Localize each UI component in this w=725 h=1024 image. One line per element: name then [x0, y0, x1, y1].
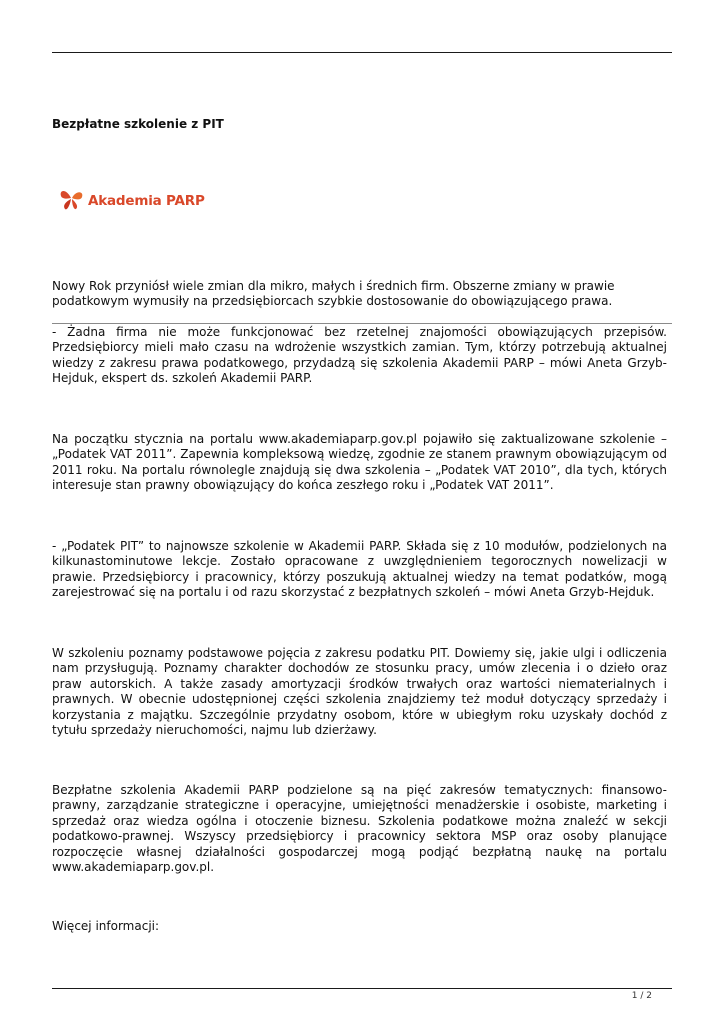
header-rule [52, 52, 672, 53]
logo-wordmark: Akademia PARP [88, 193, 205, 209]
body-paragraph-vat: Na początku stycznia na portalu www.akademiaparp.gov.pl pojawiło się zaktualizowane szkolenie – „Podatek VAT 2011”. Zapewnia kompleksową wiedzę, zgodnie ze stanem prawnym obowiązującym od 2011 roku. Na portalu równolegle znajdują się dwa szkolenia – „Podatek VAT 2010”, dla tych, których interesuje stan prawny obowiązujący do końca zeszłego roku i „Podatek VAT 2011”. [52, 432, 667, 493]
quote-divider [52, 323, 672, 324]
article-title: Bezpłatne szkolenie z PIT [52, 117, 224, 131]
body-paragraph-topics: Bezpłatne szkolenia Akademii PARP podzielone są na pięć zakresów tematycznych: finansowo-prawny, zarządzanie strategiczne i operacyjne, umiejętności menadżerskie i osobiste, marketing i sprzedaż oraz wiedza ogólna i otoczenie biznesu. Szkolenia podatkowe można znaleźć w sekcji podatkowo-prawnej. Wszyscy przedsiębiorcy i pracownicy sektora MSP oraz osoby planujące rozpoczęcie własnej działalności gospodarczej mogą podjąć bezpłatną naukę na portalu www.akademiaparp.gov.pl. [52, 783, 667, 875]
akademia-parp-logo [52, 162, 208, 258]
more-info-label: Więcej informacji: [52, 919, 160, 933]
page-number: 1 / 2 [631, 991, 652, 1001]
footer-rule [52, 988, 672, 989]
quote-paragraph-2: - „Podatek PIT” to najnowsze szkolenie w Akademii PARP. Składa się z 10 modułów, podzielonych na kilkunastominutowe lekcje. Zostało opracowane z uwzględnieniem tegorocznych nowelizacji w prawie. Przedsiębiorcy i pracownicy, którzy poszukują aktualnej wiedzy na temat podatków, mogą zarejestrować się na portalu i od razu skorzystać z bezpłatnych szkoleń – mówi Aneta Grzyb-Hejduk. [52, 539, 667, 600]
lead-paragraph: Nowy Rok przyniósł wiele zmian dla mikro, małych i średnich firm. Obszerne zmiany w prawie podatkowym wymusiły na przedsiębiorcach szybkie dostosowanie do obowiązującego prawa. [52, 279, 615, 309]
butterfly-icon [58, 186, 86, 212]
quote-paragraph-1: - Żadna firma nie może funkcjonować bez rzetelnej znajomości obowiązujących przepisów. Przedsiębiorcy mieli mało czasu na wdrożenie wszystkich zamian. Tym, którzy potrzebują aktualnej wiedzy z zakresu prawa podatkowego, przydadzą się szkolenia Akademii PARP – mówi Aneta Grzyb-Hejduk, ekspert ds. szkoleń Akademii PARP. [52, 325, 667, 386]
body-paragraph-pit: W szkoleniu poznamy podstawowe pojęcia z zakresu podatku PIT. Dowiemy się, jakie ulgi i odliczenia nam przysługują. Poznamy charakter dochodów ze stosunku pracy, umów zlecenia i o dzieło oraz praw autorskich. A także zasady amortyzacji środków trwałych oraz wartości niematerialnych i prawnych. W obecnie udostępnionej części szkolenia znajdziemy też moduł dotyczący sprzedaży i korzystania z majątku. Szczególnie przydatny osobom, które w ubiegłym roku uzyskały dochód z tytułu sprzedaży nieruchomości, najmu lub dzierżawy. [52, 646, 667, 738]
